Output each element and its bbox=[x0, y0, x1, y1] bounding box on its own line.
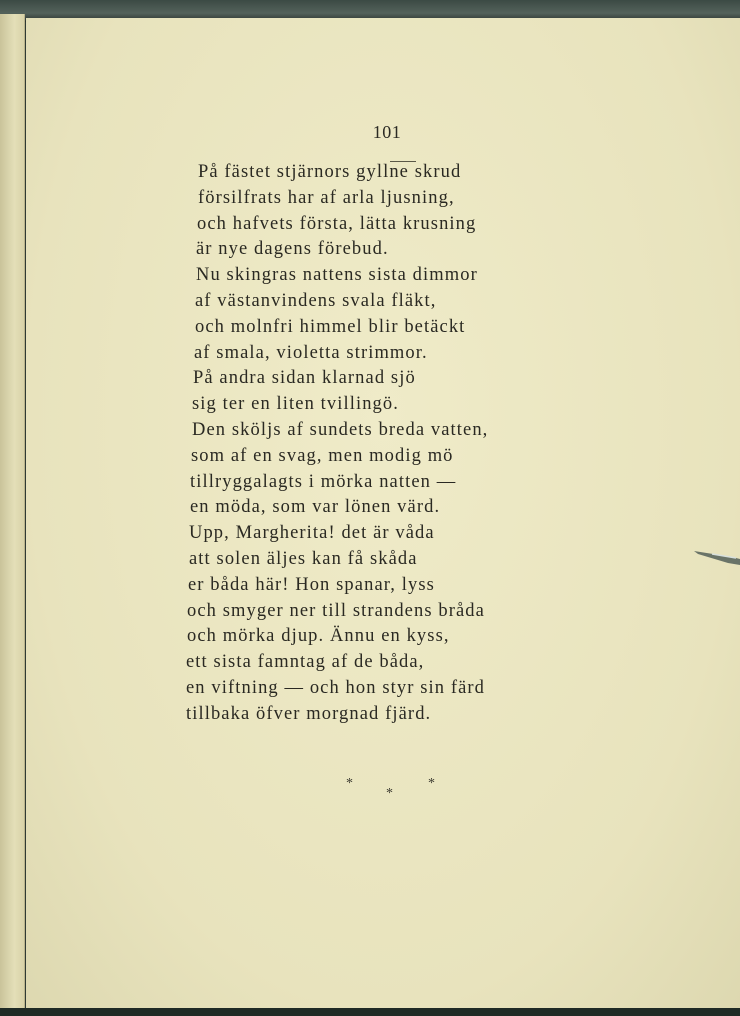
poem-line: som af en svag, men modig mö bbox=[191, 445, 454, 466]
poem-line: ett sista famntag af de båda, bbox=[186, 652, 425, 673]
poem-line: tillryggalagts i mörka natten — bbox=[190, 471, 457, 492]
poem-line: er båda här! Hon spanar, lyss bbox=[188, 574, 435, 595]
poem-line: af västanvindens svala fläkt, bbox=[195, 290, 437, 311]
asterism-star: * bbox=[386, 786, 393, 801]
page-clip-mark bbox=[692, 545, 740, 565]
poem-line: och smyger ner till strandens bråda bbox=[187, 600, 485, 621]
poem-line: och hafvets första, lätta krusning bbox=[197, 213, 477, 234]
asterism-star: * bbox=[346, 776, 353, 791]
poem-line: På fästet stjärnors gyllne skrud bbox=[198, 162, 462, 182]
poem-line: är nye dagens förebud. bbox=[196, 239, 389, 260]
poem-line: sig ter en liten tvillingö. bbox=[192, 394, 399, 415]
left-facing-page-edge bbox=[0, 14, 25, 1012]
poem-line: en möda, som var lönen värd. bbox=[190, 497, 441, 518]
poem-text bbox=[168, 160, 528, 728]
poem-line: Nu skingras nattens sista dimmor bbox=[196, 265, 478, 286]
poem-line: försilfrats har af arla ljusning, bbox=[198, 187, 455, 208]
poem-line: På andra sidan klarnad sjö bbox=[193, 368, 416, 389]
section-break-ornaments bbox=[330, 772, 450, 812]
poem-line: Upp, Margherita! det är våda bbox=[189, 523, 435, 544]
page-number: 101 bbox=[372, 122, 402, 142]
poem-line: och mörka djup. Ännu en kyss, bbox=[187, 626, 450, 647]
poem-line: och molnfri himmel blir betäckt bbox=[195, 316, 466, 337]
poem-line: tillbaka öfver morgnad fjärd. bbox=[186, 703, 432, 724]
poem-line: Den sköljs af sundets breda vatten, bbox=[192, 419, 489, 440]
poem-line: en viftning — och hon styr sin färd bbox=[186, 677, 485, 698]
asterism-star: * bbox=[428, 776, 435, 791]
poem-line: att solen äljes kan få skåda bbox=[189, 548, 418, 569]
poem-line: af smala, violetta strimmor. bbox=[194, 342, 428, 363]
scan-bottom-edge bbox=[0, 1008, 740, 1016]
